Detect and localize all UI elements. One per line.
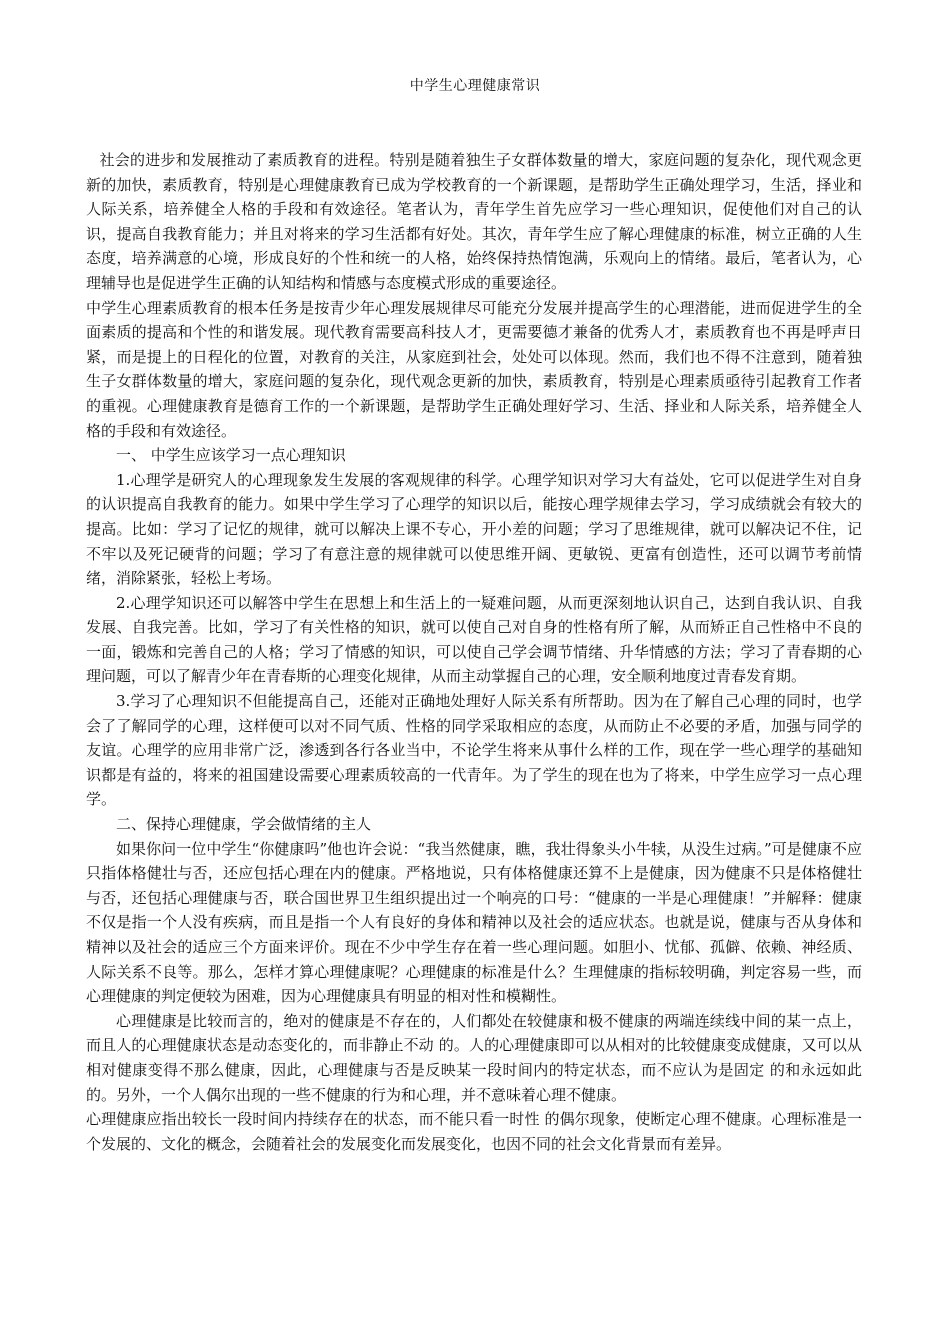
section-heading-2: 二、保持心理健康，学会做情绪的主人 (116, 815, 372, 834)
page-title: 中学生心理健康常识 (409, 78, 541, 94)
paragraph-task: 中学生心理素质教育的根本任务是按青少年心理发展规律尽可能充分发展并提高学生的心理潜能，进而促进学生的全面素质的提高和个性的和谐发展。现代教育需要高科技人才，更需要德才兼备的优秀人才，素质教育也不再是呼声日紧，而是提上的日程化的位置，对教育的关注，从家庭到社会，处处可以体现。然而，我们也不得不注意到，随着独生子女群体数量的增大，家庭问题的复杂化，现代观念更新的加快，素质教育，特别是心理素质亟待引起教育工作者的重视。心理健康教育是德育工作的一个新课题，是帮助学生正确处理好学习、生活、择业和人际关系，培养健全人格的手段和有效途径。 (86, 298, 862, 440)
paragraph-intro: 社会的进步和发展推动了素质教育的进程。特别是随着独生子女群体数量的增大，家庭问题的复杂化，现代观念更新的加快，素质教育，特别是心理健康教育已成为学校教育的一个新课题，是帮助学生正确处理学习，生活，择业和人际关系，培养健全人格的手段和有效途径。笔者认为，青年学生首先应学习一些心理知识，促使他们对自己的认识，提高自我教育能力；并且对将来的学习生活都有好处。其次，青年学生应了解心理健康的标准，树立正确的人生态度，培养满意的心境，形成良好的个性和统一的人格，始终保持热情饱满，乐观向上的情绪。最后，笔者认为，心理辅导也是促进学生正确的认知结构和情感与态度模式形成的重要途径。 (86, 151, 862, 292)
paragraph-point-2: 2.心理学知识还可以解答中学生在思想上和生活上的一疑难问题，从而更深刻地认识自己，达到自我认识、自我发展、自我完善。比如，学习了有关性格的知识，就可以使自己对自身的性格有所了解，从而矫正自己性格中不良的一面，锻炼和完善自己的人格；学习了情感的知识，可以使自己学会调节情绪、升华情感的方法；学习了青春期的心理问题，可以了解青少年在青春斯的心理变化规律，从而主动掌握自己的心理，安全顺利地度过青春发育期。 (86, 593, 862, 686)
paragraph-point-1: 1.心理学是研究人的心理现象发生发展的客观规律的科学。心理学知识对学习大有益处，它可以促进学生对自身的认识提高自我教育的能力。如果中学生学习了心理学的知识以后，能按心理学规律去学习，学习成绩就会有较大的提高。比如：学习了记忆的规律，就可以解决上课不专心，开小差的问题；学习了思维规律，就可以解决记不住，记不牢以及死记硬背的问题；学习了有意注意的规律就可以使思维开阔、更敏锐、更富有创造性，还可以调节考前情绪，消除紧张，轻松上考场。 (86, 470, 862, 588)
paragraph-relative-health: 心理健康是比较而言的，绝对的健康是不存在的，人们都处在较健康和极不健康的两端连续线中间的某一点上，而且人的心理健康状态是动态变化的，而非静止不动 的。人的心理健康即可以从相对的比较健康变成健康，又可以从相对健康变得不那么健康，因此，心理健康与否是反映某一段时间内的特定状态，而不应认为是固定 的和永远如此的。另外，一个人偶尔出现的一些不健康的行为和心理，并不意味着心理不健康。 (86, 1011, 862, 1104)
section-heading-1: 一、 中学生应该学习一点心理知识 (116, 446, 346, 465)
document-body (86, 148, 862, 1156)
paragraph-point-3: 3.学习了心理知识不但能提高自己，还能对正确地处理好人际关系有所帮助。因为在了解自己心理的同时，也学会了了解同学的心理，这样便可以对不同气质、性格的同学采取相应的态度，从而防止不必要的矛盾，加强与同学的友谊。心理学的应用非常广泛，渗透到各行各业当中，不论学生将来从事什么样的工作，现在学一些心理学的基础知识都是有益的，将来的祖国建设需要心理素质较高的一代青年。为了学生的现在也为了将来，中学生应学习一点心理学。 (86, 692, 862, 809)
paragraph-health-standard: 心理健康应指出较长一段时间内持续存在的状态，而不能只看一时性 的偶尔现象，使断定心理不健康。心理标准是一个发展的、文化的概念，会随着社会的发展变化而发展变化，也因不同的社会文化背景而有差异。 (86, 1110, 862, 1153)
paragraph-health-definition: 如果你问一位中学生“你健康吗”他也许会说：“我当然健康，瞧，我壮得象头小牛犊，从没生过病。”可是健康不应只指体格健壮与否，还应包括心理在内的健康。严格地说，只有体格健康还算不上是健康，因为健康不只是体格健壮与否，还包括心理健康与否，联合国世界卫生组织提出过一个响亮的口号：“健康的一半是心理健康！”并解释：健康不仅是指一个人没有疾病，而且是指一个人有良好的身体和精神以及社会的适应状态。也就是说，健康与否从身体和精神以及社会的适应三个方面来评价。现在不少中学生存在着一些心理问题。如胆小、忧郁、孤僻、依赖、神经质、人际关系不良等。那么，怎样才算心理健康呢？心理健康的标准是什么？生理健康的指标较明确，判定容易一些，而心理健康的判定便较为困难，因为心理健康具有明显的相对性和模糊性。 (86, 839, 862, 1006)
